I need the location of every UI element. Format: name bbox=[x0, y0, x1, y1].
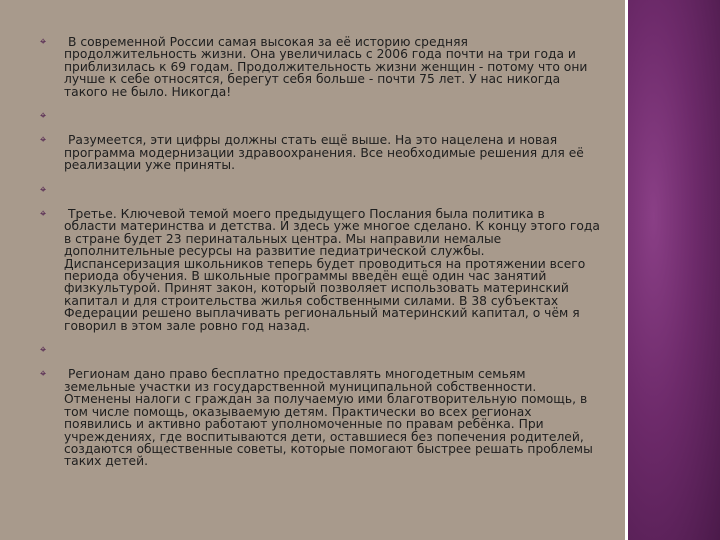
bullet-paragraph-1 bbox=[40, 36, 600, 98]
target-bullet-icon: ⌖ bbox=[40, 133, 47, 147]
target-bullet-icon: ⌖ bbox=[40, 109, 47, 123]
paragraph-text: Разумеется, эти цифры должны стать ещё выше. На это нацелена и новая программа модернизации здравоохранения. Все необходимые решения для её реализации уже приняты. bbox=[64, 133, 584, 173]
bullet-paragraph-3 bbox=[40, 208, 600, 332]
paragraph-text: В современной России самая высокая за её историю средняя продолжительность жизни. Она увеличилась с 2006 года почти на три года и приблизилась к 69 годам. Продолжительность жизни женщин - потому что они лучше к себе относятся, берегут себя больше - почти 75 лет. У нас никогда такого не было. Никогда! bbox=[64, 35, 588, 99]
bullet-paragraph-2 bbox=[40, 134, 600, 171]
target-bullet-icon: ⌖ bbox=[40, 367, 47, 381]
target-bullet-icon: ⌖ bbox=[40, 343, 47, 357]
bullet-paragraph-4 bbox=[40, 368, 600, 467]
target-bullet-icon: ⌖ bbox=[40, 207, 47, 221]
slide-content bbox=[40, 36, 600, 468]
target-bullet-icon: ⌖ bbox=[40, 182, 47, 196]
empty-bullet bbox=[40, 110, 600, 122]
decorative-sidebar bbox=[625, 0, 720, 540]
empty-bullet bbox=[40, 184, 600, 196]
paragraph-text: Регионам дано право бесплатно предоставлять многодетным семьям земельные участки из государственной муниципальной собственности. Отменены налоги с граждан за получаемую ими благотворительную помощь, в том числе помощь, оказываемую детям. Практически во всех регионах появились и активно работают уполномоченные по правам ребёнка. При учреждениях, где воспитываются дети, оставшиеся без попечения родителей, создаются общественные советы, которые помогают быстрее решать проблемы таких детей. bbox=[64, 367, 593, 469]
empty-bullet bbox=[40, 344, 600, 356]
paragraph-text: Третье. Ключевой темой моего предыдущего Послания была политика в области материнства и детства. И здесь уже многое сделано. К концу этого года в стране будет 23 перинатальных центра. Мы направили немалые дополнительные ресурсы на развитие педиатрической службы. Диспансеризация школьников теперь будет проводиться на протяжении всего периода обучения. В школьные программы введён ещё один час занятий физкультурой. Принят закон, который позволяет использовать материнский капитал и для строительства жилья собственными силами. В 38 субъектах Федерации решено выплачивать региональный материнский капитал, о чём я говорил в этом зале ровно год назад. bbox=[64, 207, 600, 333]
target-bullet-icon: ⌖ bbox=[40, 35, 47, 48]
sidebar-edge-line bbox=[625, 0, 628, 540]
